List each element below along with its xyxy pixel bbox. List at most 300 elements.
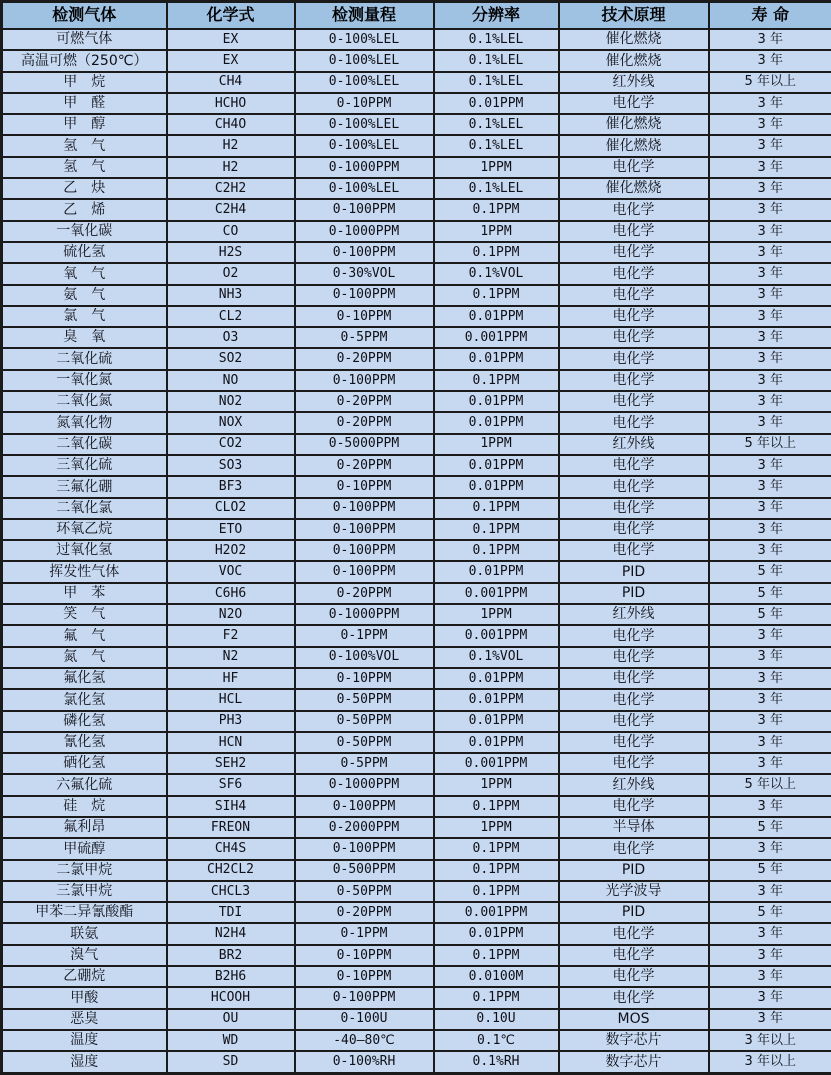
cell-gas-name: 氨 气 bbox=[2, 285, 167, 306]
cell-resolution: 0.01PPM bbox=[434, 412, 559, 433]
cell-lifespan: 3 年 bbox=[709, 923, 831, 944]
cell-resolution: 0.1%LEL bbox=[434, 50, 559, 71]
cell-formula: CH2CL2 bbox=[167, 860, 295, 881]
cell-gas-name: 乙硼烷 bbox=[2, 966, 167, 987]
cell-gas-name: 氢 气 bbox=[2, 157, 167, 178]
cell-gas-name: 甲硫醇 bbox=[2, 838, 167, 859]
cell-formula: H2O2 bbox=[167, 540, 295, 561]
cell-principle: 半导体 bbox=[559, 817, 709, 838]
table-row bbox=[2, 753, 831, 774]
cell-principle: 电化学 bbox=[559, 796, 709, 817]
cell-lifespan: 3 年 bbox=[709, 668, 831, 689]
cell-formula: BF3 bbox=[167, 476, 295, 497]
cell-gas-name: 氟化氢 bbox=[2, 668, 167, 689]
cell-gas-name: 三氟化硼 bbox=[2, 476, 167, 497]
cell-range: 0-100PPM bbox=[295, 519, 434, 540]
cell-lifespan: 3 年 bbox=[709, 987, 831, 1008]
cell-resolution: 0.1PPM bbox=[434, 199, 559, 220]
cell-range: 0-100%LEL bbox=[295, 72, 434, 93]
cell-formula: HCHO bbox=[167, 93, 295, 114]
cell-gas-name: 氯化氢 bbox=[2, 689, 167, 710]
cell-resolution: 0.01PPM bbox=[434, 348, 559, 369]
cell-gas-name: 氯 气 bbox=[2, 306, 167, 327]
cell-lifespan: 3 年 bbox=[709, 519, 831, 540]
cell-principle: 催化燃烧 bbox=[559, 178, 709, 199]
cell-principle: 电化学 bbox=[559, 455, 709, 476]
cell-formula: HF bbox=[167, 668, 295, 689]
table-row bbox=[2, 348, 831, 369]
cell-resolution: 1PPM bbox=[434, 157, 559, 178]
cell-range: 0-100PPM bbox=[295, 370, 434, 391]
cell-lifespan: 5 年以上 bbox=[709, 72, 831, 93]
cell-resolution: 0.01PPM bbox=[434, 455, 559, 476]
cell-formula: O2 bbox=[167, 263, 295, 284]
cell-lifespan: 3 年 bbox=[709, 114, 831, 135]
cell-resolution: 0.1PPM bbox=[434, 370, 559, 391]
cell-resolution: 0.001PPM bbox=[434, 902, 559, 923]
cell-resolution: 0.01PPM bbox=[434, 923, 559, 944]
header-row bbox=[2, 2, 831, 30]
table-row bbox=[2, 647, 831, 668]
cell-formula: BR2 bbox=[167, 945, 295, 966]
table-row bbox=[2, 838, 831, 859]
cell-formula: NO2 bbox=[167, 391, 295, 412]
cell-lifespan: 3 年 bbox=[709, 689, 831, 710]
table-row bbox=[2, 923, 831, 944]
cell-gas-name: 甲酸 bbox=[2, 987, 167, 1008]
cell-gas-name: 笑 气 bbox=[2, 604, 167, 625]
cell-formula: HCN bbox=[167, 732, 295, 753]
table-row bbox=[2, 498, 831, 519]
cell-formula: NO bbox=[167, 370, 295, 391]
table-row bbox=[2, 242, 831, 263]
cell-formula: F2 bbox=[167, 625, 295, 646]
cell-formula: SIH4 bbox=[167, 796, 295, 817]
cell-range: 0-50PPM bbox=[295, 689, 434, 710]
cell-lifespan: 5 年 bbox=[709, 583, 831, 604]
cell-lifespan: 3 年 bbox=[709, 966, 831, 987]
table-row bbox=[2, 817, 831, 838]
cell-range: 0-10PPM bbox=[295, 306, 434, 327]
cell-range: 0-100%LEL bbox=[295, 29, 434, 50]
cell-formula: CLO2 bbox=[167, 498, 295, 519]
cell-resolution: 1PPM bbox=[434, 817, 559, 838]
cell-lifespan: 3 年 bbox=[709, 306, 831, 327]
cell-gas-name: 二氧化氮 bbox=[2, 391, 167, 412]
cell-resolution: 0.01PPM bbox=[434, 561, 559, 582]
cell-principle: PID bbox=[559, 583, 709, 604]
cell-principle: 电化学 bbox=[559, 391, 709, 412]
cell-gas-name: 氟利昂 bbox=[2, 817, 167, 838]
cell-lifespan: 3 年 bbox=[709, 199, 831, 220]
table-row bbox=[2, 902, 831, 923]
cell-gas-name: 甲 烷 bbox=[2, 72, 167, 93]
cell-gas-name: 氢 气 bbox=[2, 135, 167, 156]
cell-formula: C6H6 bbox=[167, 583, 295, 604]
cell-range: 0-20PPM bbox=[295, 455, 434, 476]
cell-range: -40—80℃ bbox=[295, 1030, 434, 1051]
table-row bbox=[2, 668, 831, 689]
cell-resolution: 0.1%LEL bbox=[434, 114, 559, 135]
table-row bbox=[2, 583, 831, 604]
cell-resolution: 0.1PPM bbox=[434, 242, 559, 263]
cell-gas-name: 二氧化硫 bbox=[2, 348, 167, 369]
cell-lifespan: 3 年 bbox=[709, 391, 831, 412]
cell-resolution: 0.1%LEL bbox=[434, 178, 559, 199]
cell-range: 0-1000PPM bbox=[295, 221, 434, 242]
cell-range: 0-100%LEL bbox=[295, 114, 434, 135]
cell-range: 0-100PPM bbox=[295, 285, 434, 306]
cell-range: 0-5000PPM bbox=[295, 434, 434, 455]
cell-range: 0-1PPM bbox=[295, 923, 434, 944]
cell-principle: 电化学 bbox=[559, 923, 709, 944]
cell-gas-name: 湿度 bbox=[2, 1051, 167, 1073]
table-row bbox=[2, 72, 831, 93]
cell-lifespan: 3 年 bbox=[709, 242, 831, 263]
table-row bbox=[2, 370, 831, 391]
cell-resolution: 0.01PPM bbox=[434, 476, 559, 497]
cell-principle: 电化学 bbox=[559, 221, 709, 242]
table-row bbox=[2, 285, 831, 306]
table-row bbox=[2, 412, 831, 433]
cell-lifespan: 3 年以上 bbox=[709, 1030, 831, 1051]
cell-resolution: 0.001PPM bbox=[434, 583, 559, 604]
cell-principle: 电化学 bbox=[559, 263, 709, 284]
cell-gas-name: 甲苯二异氰酸酯 bbox=[2, 902, 167, 923]
cell-gas-name: 六氟化硫 bbox=[2, 774, 167, 795]
table-row bbox=[2, 860, 831, 881]
table-row bbox=[2, 689, 831, 710]
cell-lifespan: 3 年 bbox=[709, 348, 831, 369]
cell-principle: 红外线 bbox=[559, 774, 709, 795]
cell-formula: O3 bbox=[167, 327, 295, 348]
cell-resolution: 0.1%LEL bbox=[434, 72, 559, 93]
cell-lifespan: 3 年 bbox=[709, 945, 831, 966]
cell-range: 0-500PPM bbox=[295, 860, 434, 881]
cell-gas-name: 乙 炔 bbox=[2, 178, 167, 199]
cell-formula: TDI bbox=[167, 902, 295, 923]
table-row bbox=[2, 93, 831, 114]
cell-principle: 电化学 bbox=[559, 327, 709, 348]
cell-principle: 电化学 bbox=[559, 689, 709, 710]
cell-range: 0-100%RH bbox=[295, 1051, 434, 1073]
header-resolution: 分辨率 bbox=[434, 2, 559, 30]
header-formula: 化学式 bbox=[167, 2, 295, 30]
cell-formula: CL2 bbox=[167, 306, 295, 327]
cell-gas-name: 二氧化氯 bbox=[2, 498, 167, 519]
cell-range: 0-100PPM bbox=[295, 838, 434, 859]
cell-resolution: 0.01PPM bbox=[434, 391, 559, 412]
cell-resolution: 0.01PPM bbox=[434, 732, 559, 753]
cell-principle: 电化学 bbox=[559, 519, 709, 540]
cell-range: 0-100PPM bbox=[295, 498, 434, 519]
cell-formula: HCOOH bbox=[167, 987, 295, 1008]
cell-principle: 数字芯片 bbox=[559, 1051, 709, 1073]
cell-formula: ETO bbox=[167, 519, 295, 540]
cell-lifespan: 5 年 bbox=[709, 902, 831, 923]
cell-resolution: 0.1PPM bbox=[434, 519, 559, 540]
cell-range: 0-10PPM bbox=[295, 945, 434, 966]
table-row bbox=[2, 114, 831, 135]
table-row bbox=[2, 263, 831, 284]
cell-principle: 电化学 bbox=[559, 540, 709, 561]
cell-lifespan: 3 年 bbox=[709, 732, 831, 753]
cell-lifespan: 3 年 bbox=[709, 540, 831, 561]
cell-principle: 电化学 bbox=[559, 647, 709, 668]
cell-resolution: 0.01PPM bbox=[434, 668, 559, 689]
cell-range: 0-20PPM bbox=[295, 412, 434, 433]
cell-gas-name: 联氨 bbox=[2, 923, 167, 944]
cell-lifespan: 3 年 bbox=[709, 838, 831, 859]
cell-resolution: 0.1%LEL bbox=[434, 29, 559, 50]
cell-formula: EX bbox=[167, 50, 295, 71]
cell-lifespan: 3 年 bbox=[709, 711, 831, 732]
cell-resolution: 0.1%VOL bbox=[434, 647, 559, 668]
table-row bbox=[2, 434, 831, 455]
cell-gas-name: 一氧化氮 bbox=[2, 370, 167, 391]
cell-formula: H2S bbox=[167, 242, 295, 263]
cell-range: 0-1000PPM bbox=[295, 774, 434, 795]
cell-gas-name: 甲 苯 bbox=[2, 583, 167, 604]
cell-principle: 数字芯片 bbox=[559, 1030, 709, 1051]
cell-principle: 催化燃烧 bbox=[559, 50, 709, 71]
cell-gas-name: 二氧化碳 bbox=[2, 434, 167, 455]
cell-principle: 电化学 bbox=[559, 732, 709, 753]
table-row bbox=[2, 178, 831, 199]
cell-resolution: 0.1PPM bbox=[434, 860, 559, 881]
cell-range: 0-100PPM bbox=[295, 561, 434, 582]
table-row bbox=[2, 391, 831, 412]
cell-range: 0-1000PPM bbox=[295, 604, 434, 625]
cell-resolution: 0.1PPM bbox=[434, 540, 559, 561]
cell-resolution: 0.1℃ bbox=[434, 1030, 559, 1051]
table-row bbox=[2, 540, 831, 561]
table-row bbox=[2, 732, 831, 753]
cell-gas-name: 氰化氢 bbox=[2, 732, 167, 753]
cell-resolution: 0.01PPM bbox=[434, 93, 559, 114]
cell-range: 0-100%VOL bbox=[295, 647, 434, 668]
cell-gas-name: 磷化氢 bbox=[2, 711, 167, 732]
cell-resolution: 0.0100M bbox=[434, 966, 559, 987]
cell-formula: H2 bbox=[167, 157, 295, 178]
table-row bbox=[2, 1030, 831, 1051]
cell-resolution: 1PPM bbox=[434, 221, 559, 242]
cell-lifespan: 3 年 bbox=[709, 1009, 831, 1030]
cell-principle: 红外线 bbox=[559, 604, 709, 625]
cell-gas-name: 二氯甲烷 bbox=[2, 860, 167, 881]
table-row bbox=[2, 455, 831, 476]
cell-principle: 电化学 bbox=[559, 711, 709, 732]
cell-gas-name: 过氧化氢 bbox=[2, 540, 167, 561]
cell-formula: SO2 bbox=[167, 348, 295, 369]
cell-formula: B2H6 bbox=[167, 966, 295, 987]
cell-formula: CHCL3 bbox=[167, 881, 295, 902]
cell-resolution: 0.1PPM bbox=[434, 796, 559, 817]
table-row bbox=[2, 774, 831, 795]
cell-formula: PH3 bbox=[167, 711, 295, 732]
table-row bbox=[2, 1009, 831, 1030]
cell-formula: CH4 bbox=[167, 72, 295, 93]
cell-lifespan: 3 年 bbox=[709, 285, 831, 306]
cell-lifespan: 3 年 bbox=[709, 29, 831, 50]
cell-range: 0-100PPM bbox=[295, 987, 434, 1008]
cell-principle: 电化学 bbox=[559, 668, 709, 689]
cell-principle: 光学波导 bbox=[559, 881, 709, 902]
cell-principle: 电化学 bbox=[559, 348, 709, 369]
cell-range: 0-10PPM bbox=[295, 93, 434, 114]
table-header bbox=[2, 2, 831, 30]
cell-lifespan: 3 年 bbox=[709, 796, 831, 817]
cell-formula: SD bbox=[167, 1051, 295, 1073]
cell-principle: PID bbox=[559, 561, 709, 582]
cell-lifespan: 5 年 bbox=[709, 860, 831, 881]
cell-principle: 催化燃烧 bbox=[559, 29, 709, 50]
table-row bbox=[2, 987, 831, 1008]
cell-gas-name: 三氯甲烷 bbox=[2, 881, 167, 902]
cell-principle: 电化学 bbox=[559, 306, 709, 327]
header-range: 检测量程 bbox=[295, 2, 434, 30]
cell-principle: 电化学 bbox=[559, 945, 709, 966]
cell-range: 0-100%LEL bbox=[295, 178, 434, 199]
cell-formula: N2 bbox=[167, 647, 295, 668]
table-row bbox=[2, 796, 831, 817]
cell-resolution: 0.01PPM bbox=[434, 306, 559, 327]
cell-gas-name: 溴气 bbox=[2, 945, 167, 966]
cell-resolution: 0.001PPM bbox=[434, 327, 559, 348]
cell-lifespan: 5 年 bbox=[709, 817, 831, 838]
cell-formula: SEH2 bbox=[167, 753, 295, 774]
cell-range: 0-50PPM bbox=[295, 711, 434, 732]
cell-formula: SF6 bbox=[167, 774, 295, 795]
table-row bbox=[2, 945, 831, 966]
cell-resolution: 0.01PPM bbox=[434, 711, 559, 732]
cell-principle: MOS bbox=[559, 1009, 709, 1030]
cell-range: 0-100PPM bbox=[295, 242, 434, 263]
cell-principle: PID bbox=[559, 902, 709, 923]
cell-range: 0-100PPM bbox=[295, 796, 434, 817]
cell-gas-name: 氮 气 bbox=[2, 647, 167, 668]
cell-range: 0-20PPM bbox=[295, 391, 434, 412]
cell-range: 0-20PPM bbox=[295, 348, 434, 369]
cell-formula: C2H4 bbox=[167, 199, 295, 220]
header-lifespan: 寿 命 bbox=[709, 2, 831, 30]
cell-lifespan: 3 年 bbox=[709, 476, 831, 497]
cell-principle: 电化学 bbox=[559, 966, 709, 987]
cell-lifespan: 3 年 bbox=[709, 327, 831, 348]
cell-lifespan: 3 年 bbox=[709, 625, 831, 646]
cell-lifespan: 5 年 bbox=[709, 604, 831, 625]
table-row bbox=[2, 711, 831, 732]
cell-principle: 催化燃烧 bbox=[559, 135, 709, 156]
table-row bbox=[2, 135, 831, 156]
header-principle: 技术原理 bbox=[559, 2, 709, 30]
cell-principle: 电化学 bbox=[559, 199, 709, 220]
cell-principle: PID bbox=[559, 860, 709, 881]
cell-principle: 电化学 bbox=[559, 753, 709, 774]
cell-formula: SO3 bbox=[167, 455, 295, 476]
table-row bbox=[2, 881, 831, 902]
cell-resolution: 1PPM bbox=[434, 774, 559, 795]
cell-formula: N2O bbox=[167, 604, 295, 625]
cell-resolution: 0.01PPM bbox=[434, 689, 559, 710]
cell-formula: HCL bbox=[167, 689, 295, 710]
cell-range: 0-100PPM bbox=[295, 199, 434, 220]
cell-lifespan: 3 年 bbox=[709, 881, 831, 902]
cell-formula: EX bbox=[167, 29, 295, 50]
cell-gas-name: 乙 烯 bbox=[2, 199, 167, 220]
header-gas-name: 检测气体 bbox=[2, 2, 167, 30]
cell-principle: 电化学 bbox=[559, 625, 709, 646]
cell-resolution: 0.1%RH bbox=[434, 1051, 559, 1073]
table-row bbox=[2, 199, 831, 220]
cell-resolution: 0.001PPM bbox=[434, 753, 559, 774]
cell-formula: FREON bbox=[167, 817, 295, 838]
cell-formula: WD bbox=[167, 1030, 295, 1051]
cell-gas-name: 挥发性气体 bbox=[2, 561, 167, 582]
cell-resolution: 0.001PPM bbox=[434, 625, 559, 646]
cell-gas-name: 恶臭 bbox=[2, 1009, 167, 1030]
cell-lifespan: 5 年 bbox=[709, 561, 831, 582]
cell-formula: CH4S bbox=[167, 838, 295, 859]
cell-principle: 电化学 bbox=[559, 285, 709, 306]
table-row bbox=[2, 221, 831, 242]
cell-formula: NH3 bbox=[167, 285, 295, 306]
cell-range: 0-50PPM bbox=[295, 881, 434, 902]
cell-range: 0-10PPM bbox=[295, 966, 434, 987]
cell-range: 0-10PPM bbox=[295, 668, 434, 689]
table-row bbox=[2, 625, 831, 646]
table-row bbox=[2, 306, 831, 327]
cell-resolution: 0.1PPM bbox=[434, 987, 559, 1008]
cell-range: 0-20PPM bbox=[295, 902, 434, 923]
cell-gas-name: 一氧化碳 bbox=[2, 221, 167, 242]
cell-principle: 电化学 bbox=[559, 412, 709, 433]
cell-gas-name: 可燃气体 bbox=[2, 29, 167, 50]
cell-resolution: 0.1PPM bbox=[434, 838, 559, 859]
cell-range: 0-100PPM bbox=[295, 540, 434, 561]
cell-gas-name: 氟 气 bbox=[2, 625, 167, 646]
cell-resolution: 0.1PPM bbox=[434, 285, 559, 306]
cell-range: 0-1PPM bbox=[295, 625, 434, 646]
cell-lifespan: 3 年以上 bbox=[709, 1051, 831, 1073]
cell-formula: H2 bbox=[167, 135, 295, 156]
cell-principle: 电化学 bbox=[559, 987, 709, 1008]
cell-gas-name: 氧 气 bbox=[2, 263, 167, 284]
cell-resolution: 0.1%LEL bbox=[434, 135, 559, 156]
cell-lifespan: 3 年 bbox=[709, 50, 831, 71]
cell-lifespan: 3 年 bbox=[709, 263, 831, 284]
cell-principle: 电化学 bbox=[559, 242, 709, 263]
cell-range: 0-50PPM bbox=[295, 732, 434, 753]
cell-gas-name: 高温可燃（250℃） bbox=[2, 50, 167, 71]
cell-gas-name: 臭 氧 bbox=[2, 327, 167, 348]
cell-formula: CO2 bbox=[167, 434, 295, 455]
cell-principle: 电化学 bbox=[559, 476, 709, 497]
cell-principle: 电化学 bbox=[559, 93, 709, 114]
cell-lifespan: 3 年 bbox=[709, 178, 831, 199]
table-row bbox=[2, 476, 831, 497]
cell-formula: OU bbox=[167, 1009, 295, 1030]
cell-gas-name: 甲 醛 bbox=[2, 93, 167, 114]
cell-lifespan: 3 年 bbox=[709, 135, 831, 156]
cell-resolution: 0.1PPM bbox=[434, 498, 559, 519]
cell-resolution: 0.1PPM bbox=[434, 945, 559, 966]
cell-lifespan: 5 年以上 bbox=[709, 434, 831, 455]
cell-resolution: 0.10U bbox=[434, 1009, 559, 1030]
cell-lifespan: 3 年 bbox=[709, 455, 831, 476]
table-row bbox=[2, 29, 831, 50]
cell-lifespan: 3 年 bbox=[709, 647, 831, 668]
